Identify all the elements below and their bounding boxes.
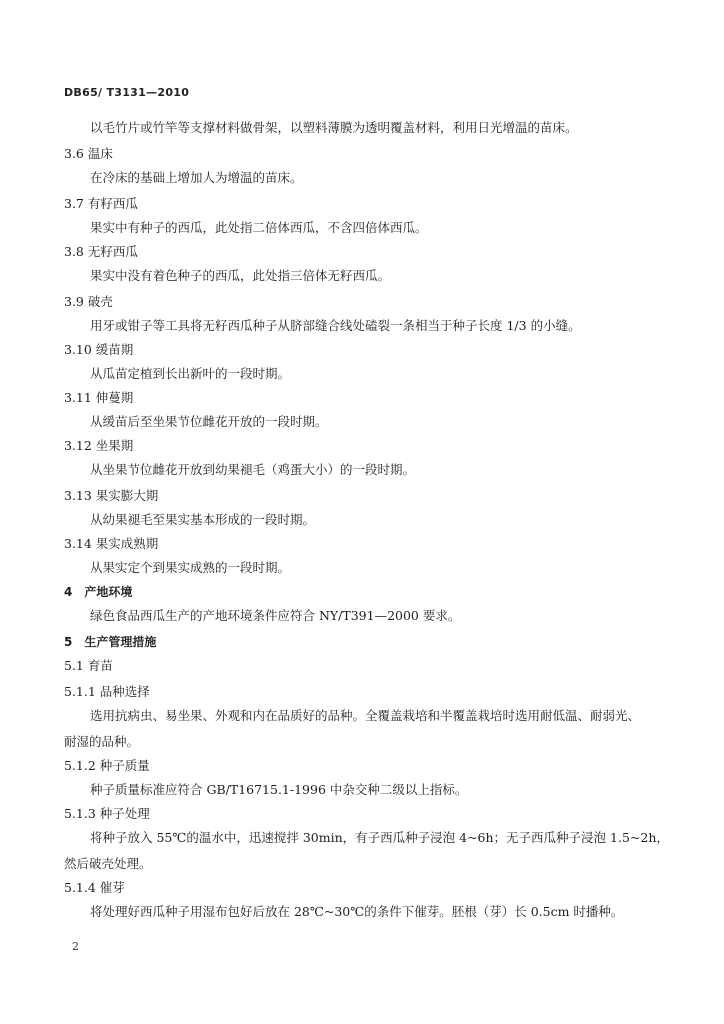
section-heading: 5.1.1 品种选择 [64,684,150,699]
text-line: 从果实定个到果实成熟的一段时期。 [90,560,291,575]
section-heading: 3.9 破壳 [64,294,113,309]
section-heading: 3.10 缓苗期 [64,342,134,357]
section-heading: 3.12 坐果期 [64,438,134,453]
section-heading: 5.1 育苗 [64,658,113,673]
text-line: 将处理好西瓜种子用湿布包好后放在 28℃~30℃的条件下催芽。胚根（芽）长 0.5cm 时播种。 [90,904,624,919]
document-header: DB65/ T3131—2010 [64,86,190,99]
text-line: 果实中没有着色种子的西瓜，此处指三倍体无籽西瓜。 [90,268,391,283]
section-heading: 5.1.4 催芽 [64,880,125,895]
text-line: 绿色食品西瓜生产的产地环境条件应符合 NY/T391—2000 要求。 [90,608,461,623]
text-line: 将种子放入 55℃的温水中，迅速搅拌 30min，有子西瓜种子浸泡 4~6h；无子西瓜种子浸泡 1.5~2h， [90,830,669,845]
text-line: 从瓜苗定植到长出新叶的一段时期。 [90,366,291,381]
text-line: 果实中有种子的西瓜，此处指二倍体西瓜，不含四倍体西瓜。 [90,220,428,235]
text-line: 从坐果节位雌花开放到幼果褪毛（鸡蛋大小）的一段时期。 [90,462,416,477]
text-line: 从幼果褪毛至果实基本形成的一段时期。 [90,512,316,527]
chapter-heading: 4 产地环境 [64,585,133,599]
section-heading: 3.7 有籽西瓜 [64,196,138,211]
section-heading: 3.11 伸蔓期 [64,390,134,405]
text-line: 以毛竹片或竹竿等支撑材料做骨架，以塑料薄膜为透明覆盖材料，利用日光增温的苗床。 [90,120,578,135]
text-line: 选用抗病虫、易坐果、外观和内在品质好的品种。全覆盖栽培和半覆盖栽培时选用耐低温、耐弱光、 [90,708,641,723]
section-heading: 5.1.3 种子处理 [64,806,150,821]
chapter-heading: 5 生产管理措施 [64,635,157,649]
section-heading: 3.14 果实成熟期 [64,536,159,551]
text-line: 在冷床的基础上增加人为增温的苗床。 [90,170,303,185]
text-line: 种子质量标准应符合 GB/T16715.1-1996 中杂交种二级以上指标。 [90,782,468,797]
section-heading: 5.1.2 种子质量 [64,758,150,773]
section-heading: 3.8 无籽西瓜 [64,244,138,259]
text-line: 从缓苗后至坐果节位雌花开放的一段时期。 [90,414,328,429]
text-line: 用牙或钳子等工具将无籽西瓜种子从脐部缝合线处磕裂一条相当于种子长度 1/3 的小缝。 [90,318,581,333]
page-number: 2 [72,940,79,953]
text-line: 然后破壳处理。 [64,856,152,871]
section-heading: 3.13 果实膨大期 [64,488,159,503]
section-heading: 3.6 温床 [64,146,113,161]
text-line: 耐湿的品种。 [64,734,140,749]
